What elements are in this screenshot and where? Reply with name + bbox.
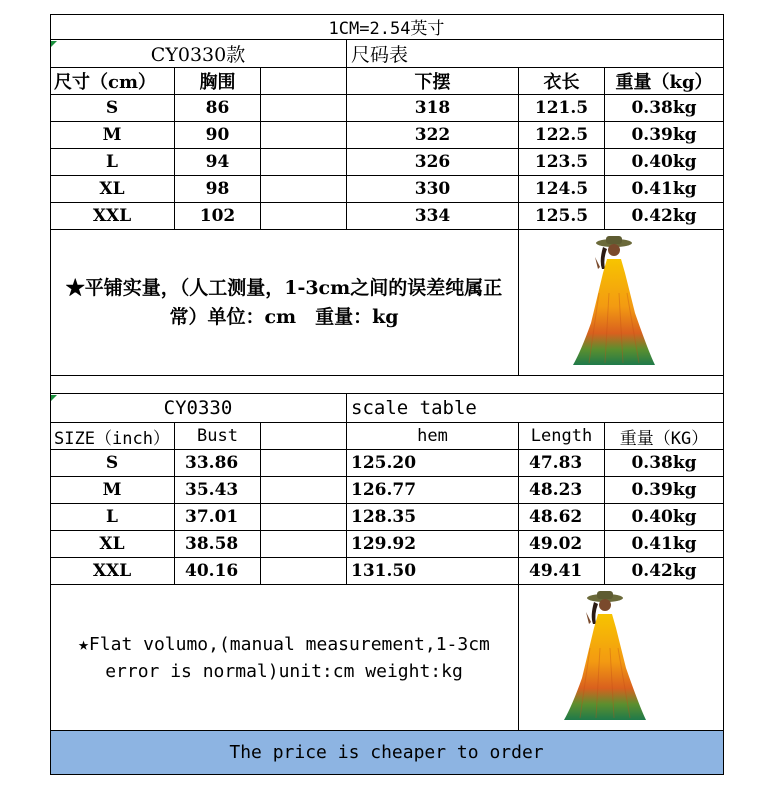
bust-cell: 40.16 [175,558,261,585]
length-cell: 48.62 [519,504,605,531]
blank-cell [261,477,347,504]
weight-cell: 0.42kg [605,203,724,230]
cell-comment-marker [51,395,57,401]
length-cell: 49.02 [519,531,605,558]
weight-cell: 0.38kg [605,450,724,477]
cn-header-length: 衣长 [519,68,605,95]
blank-cell [261,95,347,122]
length-cell: 48.23 [519,477,605,504]
hem-cell: 334 [347,203,519,230]
footer-banner: The price is cheaper to order [50,731,724,775]
head [599,599,611,611]
en-header-hem: hem [347,423,519,450]
weight-cell: 0.39kg [605,122,724,149]
en-header-length: Length [519,423,605,450]
size-cell: M [50,477,175,504]
cn-header-weight: 重量（kg） [605,68,724,95]
size-cell: S [50,450,175,477]
unit-conversion: 1CM=2.54英寸 [50,14,724,40]
en-header-blank [261,423,347,450]
bust-cell: 90 [175,122,261,149]
en-header-size: SIZE（inch） [50,423,175,450]
size-cell: L [50,149,175,176]
bust-cell: 37.01 [175,504,261,531]
hem-cell: 318 [347,95,519,122]
hat-crown [606,236,622,244]
hem-cell: 129.92 [347,531,519,558]
cn-table-name: 尺码表 [347,40,724,68]
hem-cell: 128.35 [347,504,519,531]
size-cell: XL [50,176,175,203]
dress-shape [573,259,655,365]
blank-cell [261,531,347,558]
cell-comment-marker [51,41,57,47]
dress-photo-bottom [560,588,650,723]
bust-cell: 38.58 [175,531,261,558]
size-cell: XL [50,531,175,558]
raised-arm [586,612,591,624]
hat-crown [597,591,613,599]
blank-cell [261,558,347,585]
bust-cell: 33.86 [175,450,261,477]
cn-header-blank [261,68,347,95]
weight-cell: 0.41kg [605,531,724,558]
length-cell: 125.5 [519,203,605,230]
size-cell: XXL [50,203,175,230]
cn-measurement-note: ★平铺实量，（人工测量，1-3cm之间的误差纯属正常）单位：cm 重量：kg [50,230,519,376]
bust-cell: 102 [175,203,261,230]
blank-cell [261,122,347,149]
en-measurement-note: ★Flat volumo,(manual measurement,1-3cm error is normal)unit:cm weight:kg [50,585,519,731]
length-cell: 122.5 [519,122,605,149]
dress-shape [564,614,646,720]
en-header-weight: 重量（KG） [605,423,724,450]
bust-cell: 86 [175,95,261,122]
length-cell: 121.5 [519,95,605,122]
weight-cell: 0.40kg [605,149,724,176]
bust-cell: 94 [175,149,261,176]
hem-cell: 131.50 [347,558,519,585]
bust-cell: 35.43 [175,477,261,504]
blank-cell [261,176,347,203]
size-cell: S [50,95,175,122]
cn-header-hem: 下摆 [347,68,519,95]
section-spacer [50,376,724,394]
cn-product-code: CY0330款 [50,40,347,68]
size-cell: M [50,122,175,149]
hem-cell: 326 [347,149,519,176]
cn-header-size: 尺寸（cm） [50,68,175,95]
hem-cell: 330 [347,176,519,203]
blank-cell [261,149,347,176]
length-cell: 124.5 [519,176,605,203]
cn-header-bust: 胸围 [175,68,261,95]
hem-cell: 322 [347,122,519,149]
length-cell: 49.41 [519,558,605,585]
size-cell: XXL [50,558,175,585]
dress-photo-top [569,233,659,368]
en-product-code: CY0330 [50,394,347,423]
en-header-bust: Bust [175,423,261,450]
size-cell: L [50,504,175,531]
weight-cell: 0.42kg [605,558,724,585]
head [608,244,620,256]
weight-cell: 0.38kg [605,95,724,122]
bust-cell: 98 [175,176,261,203]
length-cell: 47.83 [519,450,605,477]
weight-cell: 0.39kg [605,477,724,504]
weight-cell: 0.40kg [605,504,724,531]
blank-cell [261,203,347,230]
hem-cell: 125.20 [347,450,519,477]
raised-arm [595,257,600,269]
blank-cell [261,450,347,477]
en-table-name: scale table [347,394,724,423]
weight-cell: 0.41kg [605,176,724,203]
length-cell: 123.5 [519,149,605,176]
blank-cell [261,504,347,531]
hem-cell: 126.77 [347,477,519,504]
